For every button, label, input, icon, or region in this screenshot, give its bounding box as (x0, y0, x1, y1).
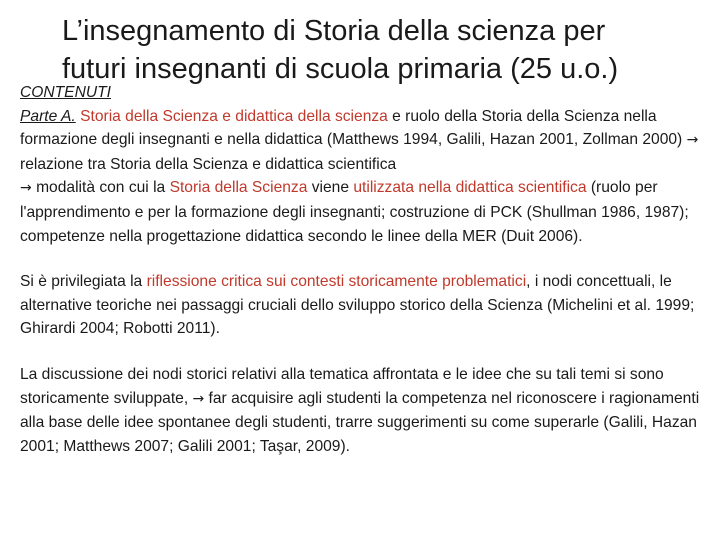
paragraph-riflessione (20, 270, 710, 341)
arrow-right-icon: → (686, 132, 699, 149)
paragraph-discussione (20, 363, 710, 458)
para3-text-2: , i nodi concettuali, le alternative teoriche nei passaggi cruciali dello sviluppo storico della Scienza (Michelini et al. 1999; Ghirardi 2004; Robotti 2011). (20, 273, 695, 338)
section-label: CONTENUTI (20, 84, 111, 101)
highlight-didattica-scientifica: utilizzata nella didattica scientifica (353, 179, 587, 197)
highlight-riflessione-critica: riflessione critica sui contesti storicamente problematici (146, 273, 527, 291)
arrow-right-icon: → (192, 390, 205, 407)
paragraph-modalita (20, 176, 710, 248)
para3-text-1: Si è privilegiata la (20, 273, 147, 291)
part-a-label: Parte A. (20, 107, 76, 125)
highlight-storia-didattica: Storia della Scienza e didattica della scienza (80, 107, 388, 125)
para2-text-1: modalità con cui la (31, 179, 170, 197)
highlight-storia-scienza: Storia della Scienza (169, 179, 308, 197)
paragraph-gap (20, 341, 710, 363)
paragraph-part-a (20, 105, 710, 177)
slide-title-line-2: futuri insegnanti di scuola primaria (25 u.o.) (62, 53, 619, 85)
paragraph-gap (20, 248, 710, 270)
slide-title (62, 12, 712, 88)
para1-text-2: relazione tra Storia della Scienza e didattica scientifica (20, 155, 397, 173)
para1-text-1: e ruolo della Storia della Scienza nella formazione degli insegnanti e nella didattica (Matthews 1994, Galili, Hazan 2001, Zollman 2000) (20, 107, 687, 149)
slide-body (20, 81, 710, 458)
arrow-right-icon: → (20, 180, 32, 197)
para4-text-1: La discussione dei nodi storici relativi alla tematica affrontata e le idee che su tali temi si sono storicamente sviluppate, (20, 365, 664, 407)
slide-title-line-1: L’insegnamento di Storia della scienza per (62, 15, 606, 47)
para2-text-3: (ruolo per l'apprendimento e per la formazione degli insegnanti; costruzione di PCK (Shullman 1986, 1987); competenze nella progettazione didattica secondo le linee della MER (Duit 2006). (20, 179, 689, 245)
para4-text-2: far acquisire agli studenti la competenza nel riconoscere i ragionamenti alla base delle idee spontanee degli studenti, trarre suggerimenti su come superarle (Galili, Hazan 2001; Matthews 2007; Galili 2001; Taşar, 2009). (20, 389, 700, 455)
para2-text-2: viene (307, 179, 354, 197)
